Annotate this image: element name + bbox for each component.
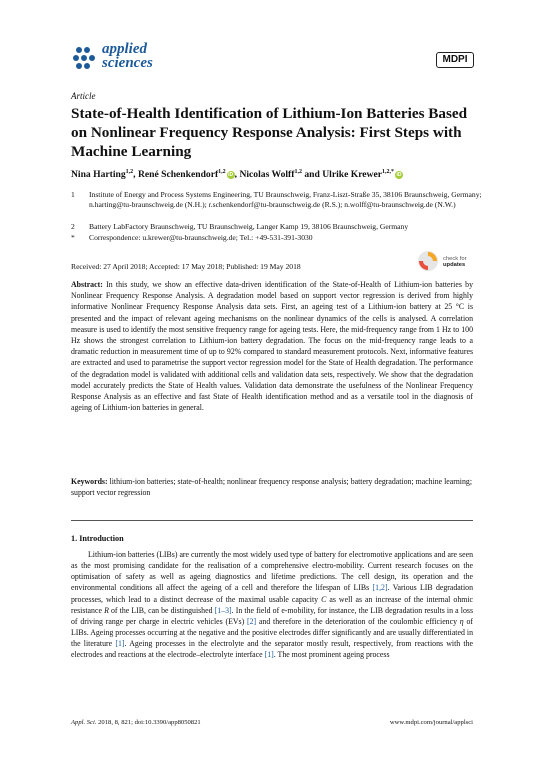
keywords [71, 476, 473, 498]
orcid-icon[interactable]: iD [228, 172, 234, 179]
journal-name-line2: sciences [102, 55, 153, 71]
intro-text: as well as an increase of the internal ohmic resistance [71, 594, 473, 615]
check-for-updates-line1: check for [443, 256, 467, 262]
math-symbol: R [104, 605, 109, 615]
intro-text: and therefore in the deterioration of the coulombic efficiency [256, 616, 460, 626]
author-list [71, 169, 403, 180]
footer-citation [71, 719, 201, 726]
footer-citation-text: 2018, 8, 821; doi:10.3390/app8050821 [98, 719, 201, 726]
author-affiliation-sup: 1,2 [218, 169, 226, 175]
check-for-updates-label[interactable] [443, 256, 467, 268]
citation-link[interactable]: [1] [264, 650, 274, 660]
check-for-updates-line2: updates [443, 262, 466, 268]
intro-text: . Various LIB degradation processes, which lead to a distinct decrease of the maximal usable capacity [71, 583, 473, 604]
author-affiliation-sup: 1,2 [294, 169, 302, 175]
author-name: Ulrike Krewer [322, 169, 382, 181]
section-divider [71, 520, 473, 521]
citation-link[interactable]: [1,2] [372, 583, 388, 593]
article-type: Article [71, 91, 96, 101]
math-symbol: C [321, 594, 327, 604]
affiliation-text: Battery LabFactory Braunschweig, TU Braunschweig, Langer Kamp 19, 38106 Braunschweig, Germany [89, 222, 409, 231]
affiliation-marker: 1 [71, 190, 75, 199]
affiliation-1 [71, 190, 491, 222]
author-affiliation-sup: 1,2 [125, 169, 134, 175]
author-separator: and [301, 169, 323, 181]
publisher-logo: MDPI [436, 52, 474, 68]
author-name: Nicolas Wolff [239, 169, 295, 181]
affiliation-marker: 2 [71, 222, 75, 231]
math-symbol: η [459, 616, 464, 626]
author-affiliation-sup: 1,2,* [381, 169, 394, 175]
footer-journal: Appl. Sci. [71, 719, 97, 726]
citation-link[interactable]: [1–3] [214, 605, 232, 615]
citation-link[interactable]: [2] [247, 616, 257, 626]
abstract-text: In this study, we show an effective data-driven identification of the State-of-Health of Lithium-ion batteries by Nonlinear Frequency Response Analysis. A degradation model based on support vector regression is derived from highly informative Nonlinear Frequency Response Analysis data sets. First, an ageing test of a Lithium-ion battery at 25 °C is presented and the impact of relevant ageing mechanisms on the nonlinear dynamics of the cells is analysed. A correlation measure is used to identify the most sensitive frequency range for ageing tests. Here, the mid-frequency range from 1 Hz to 100 Hz shows the strongest correlation to Lithium-ion battery degradation. The focus on the mid-frequency range leads to a dramatic reduction in measurement time of up to 92% compared to standard measurement protocols. Next, informative features are extracted and used to parametrise the support vector regression model for the State of Health degradation. The performance of the degradation model is validated with additional cells and validation data sets, respectively. We show that the degradation model accurately predicts the State of Health values. Validation data demonstrate the usefulness of the Nonlinear Frequency Response Analysis as an effective and fast State of Health identification method and as a versatile tool in the diagnosis of ageing of Lithium-ion batteries in general. [71, 280, 473, 413]
intro-text: . In the field of e-mobility, for instance, the LIB degradation results in a loss of driving range per charge in electric vehicles (EVs) [71, 605, 473, 626]
journal-name-line1: applied [102, 41, 147, 57]
journal-logo-icon [72, 44, 96, 72]
keywords-text: lithium-ion batteries; state-of-health; nonlinear frequency response analysis; battery degradation; machine learning; support vector regression [71, 477, 473, 498]
keywords-label: Keywords: [71, 477, 108, 486]
author-separator: , [234, 169, 240, 181]
introduction-paragraph [71, 549, 473, 661]
citation-link[interactable]: [1] [115, 639, 125, 649]
author-separator: , [133, 169, 138, 181]
author-name: Nina Harting [71, 169, 126, 181]
footer-url[interactable]: www.mdpi.com/journal/applsci [389, 719, 473, 726]
section-heading: 1. Introduction [71, 534, 124, 543]
intro-text: of the LIB, can be distinguished [108, 605, 215, 615]
correspondence-text: Correspondence: u.krewer@tu-braunschweig.de; Tel.: +49-531-391-3030 [89, 233, 313, 242]
intro-text: Lithium-ion batteries (LIBs) are currently the most widely used type of battery for electromotive applications and are seen as the most promising candidate for the realisation of a comprehensive electro-mobility. Current research focuses on the optimisation of safety as well as ageing diagnostics and lifetime predictions. The cell design, its operation and the environmental conditions all affect the ageing of a cell and therefore the lifespan of LIBs [71, 550, 473, 593]
intro-text: . The most prominent ageing process [273, 650, 390, 660]
affiliation-text: Institute of Energy and Process Systems Engineering, TU Braunschweig, Franz-Liszt-Straße 35, 38106 Braunschweig, Germany; n.harting@tu-braunschweig.de (N.H.); r.schenkendorf@tu-braunschweig.de (R.S.); n.wolff@tu-braunschweig.de (N.W.) [89, 190, 482, 210]
abstract [71, 279, 473, 413]
affiliation-marker: * [71, 233, 75, 242]
introduction-body [71, 549, 473, 661]
publication-dates: Received: 27 April 2018; Accepted: 17 May 2018; Published: 19 May 2018 [71, 262, 301, 271]
journal-name [102, 42, 153, 70]
intro-text: . Ageing processes in the electrolyte and the separator mostly result, respectively, from reactions with the electrodes and reactions at the electrode–electrolyte interface [71, 639, 474, 660]
intro-text: of LIBs. Ageing processes occurring at the negative and the positive electrodes differ significantly and are usually differentiated in the literature [71, 616, 474, 649]
orcid-icon[interactable]: iD [396, 172, 402, 179]
abstract-label: Abstract: [71, 280, 103, 289]
paper-title: State-of-Health Identification of Lithium-Ion Batteries Based on Nonlinear Frequency Response Analysis: First Steps with Machine Learning [71, 105, 468, 160]
author-name: René Schenkendorf [137, 169, 219, 181]
